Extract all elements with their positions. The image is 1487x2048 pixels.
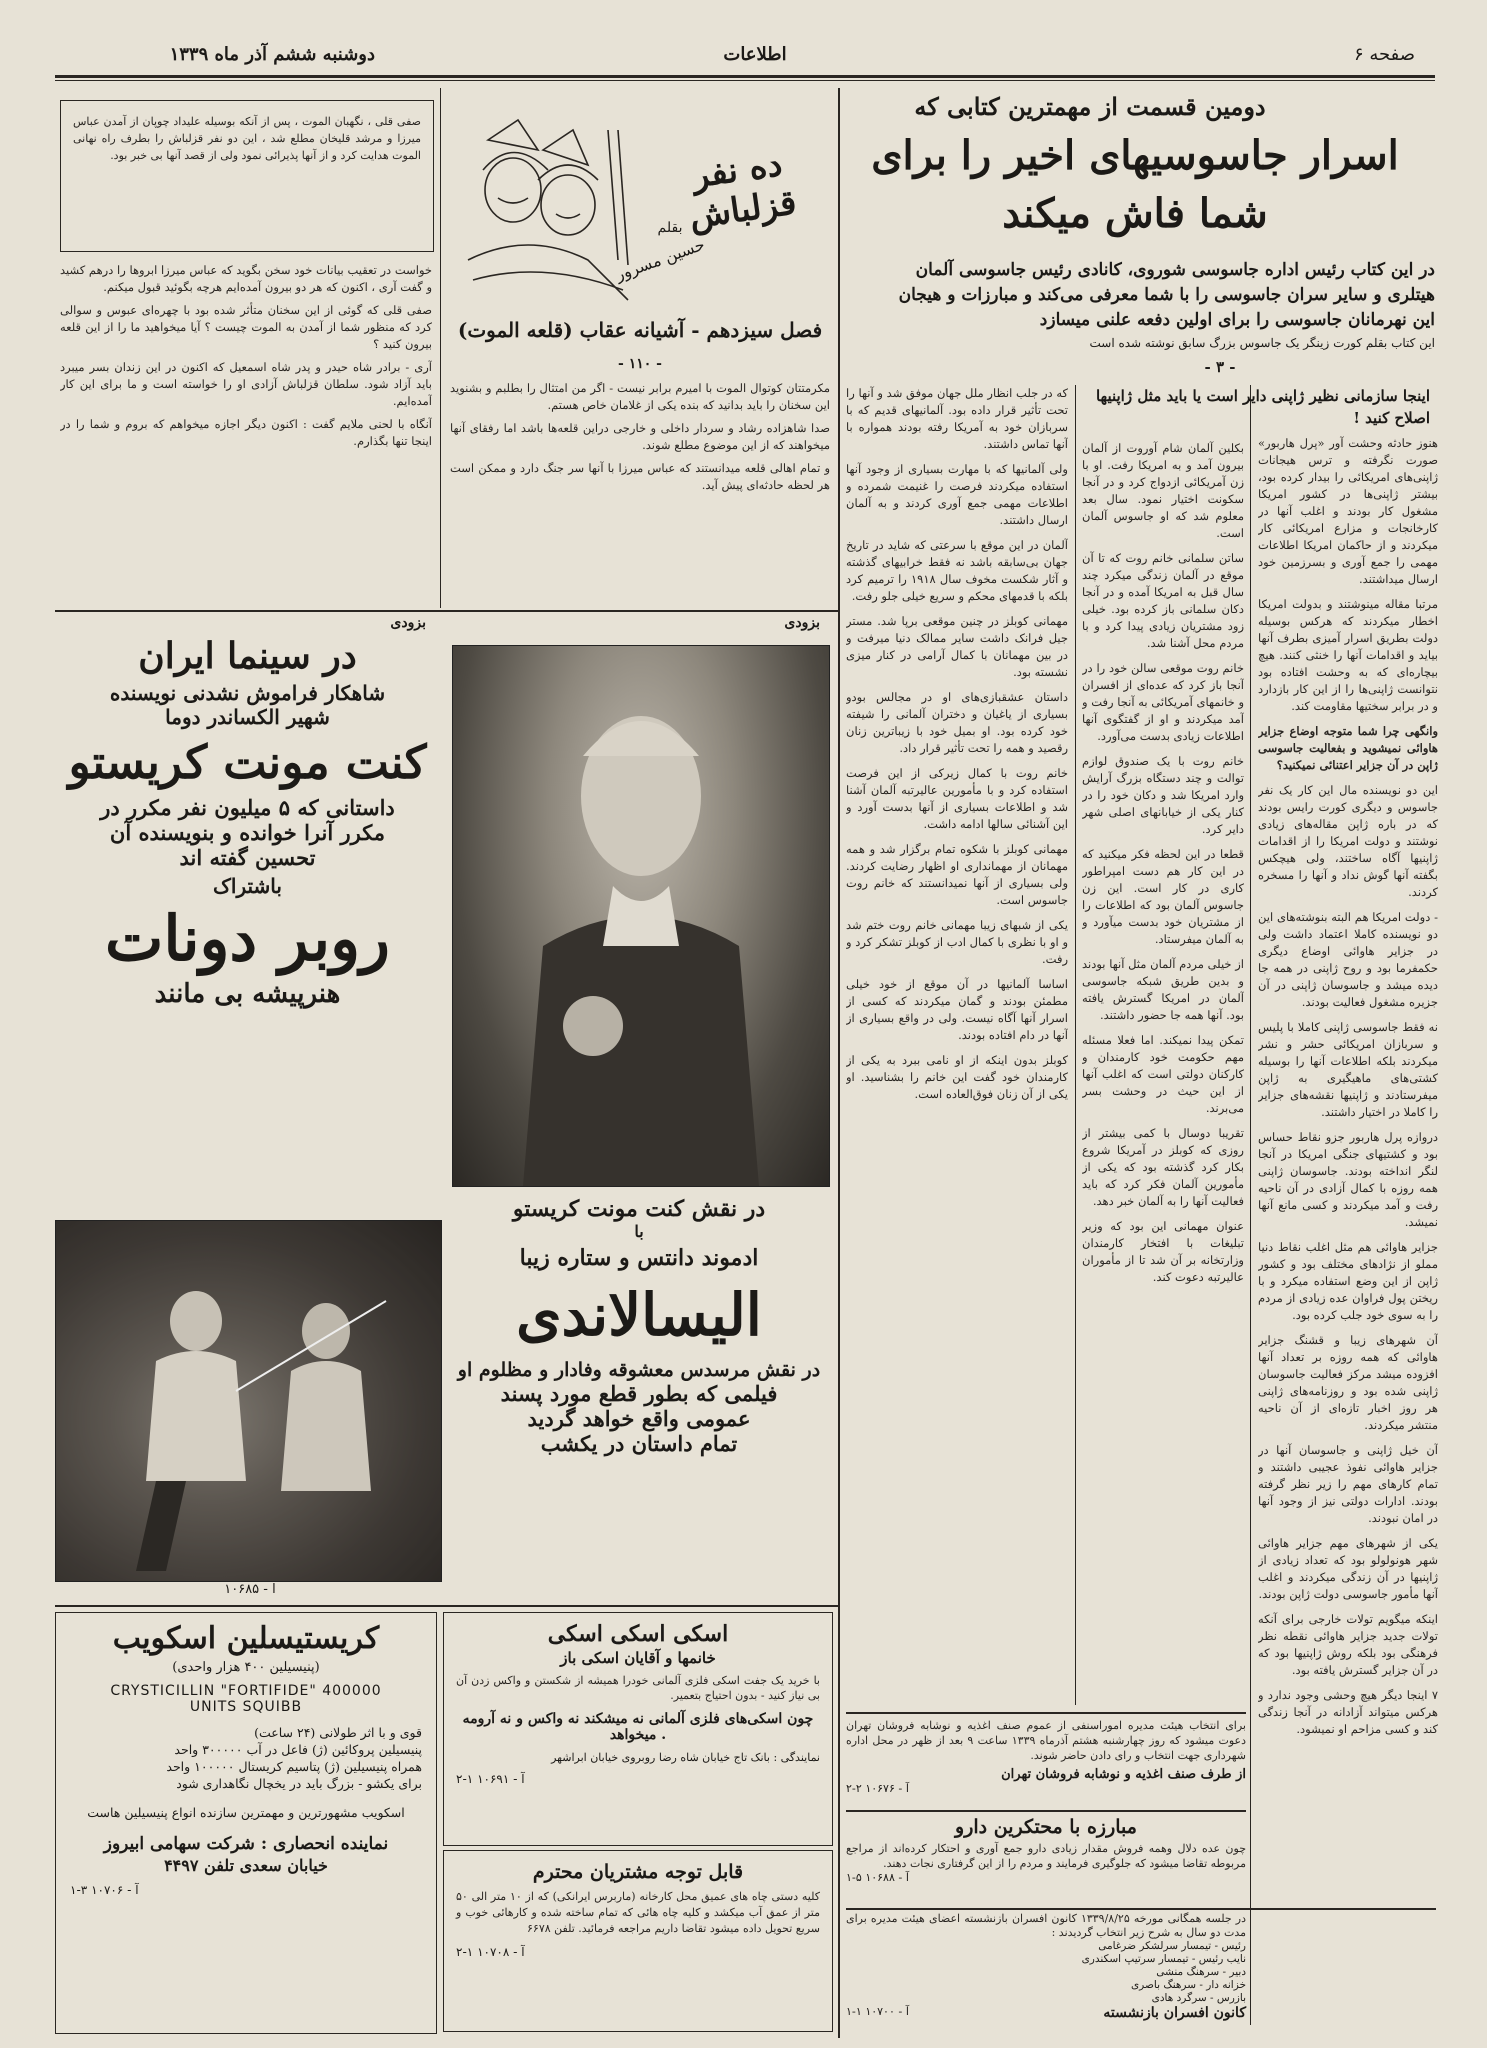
spy-paragraph: خانم روت با یک صندوق لوازم توالت و چند دستگاه بزرگ آرایش وارد امریکا شد و دکان خود را در کنار یکی از خیابانهای اصلی شهر دایر کرد. [1082,754,1244,836]
duel-illustration-icon [56,1221,441,1581]
election-member: نایب رئیس - تیمسار سرتیپ اسکندری [1081,1953,1246,1965]
serial-author-label: بقلم [657,220,683,236]
spy-paragraph: ولی آلمانیها که با مهارت بسیاری از وجود آنها استفاده میکردند فرصت را غنیمت شمرده و اطلاعات مهمی جمع آوری کردند و به آلمان ارسال داشتند. [846,462,1068,527]
spy-paragraph: آن شهرهای زیبا و قشنگ جزایر هاوائی که همه روزه بر تعداد آنها افزوده میشد مرکز فعالیت جاسوسان ژاپنی شده بود و روزنامه‌های ژاپنی هر روز اخبار تازه‌ای از آن ناحیه منتشر میکردند. [1258,1333,1438,1432]
notice-rule [846,1712,1246,1714]
spy-paragraph: مهمانی کوبلز با شکوه تمام برگزار شد و همه مهمانان از مهمانداری او اظهار رضایت کردند. ولی بسیاری از آنها نمیدانستند که خانم روت جاسوس است. [846,842,1068,907]
ad2-line: تمام داستان در یکشب [540,1431,738,1456]
ad-cinema: در سینما ایران [138,635,357,677]
spy-paragraph: کوبلز بدون اینکه از او نامی ببرد به یکی از کارمندان خود گفت این خانم را بشناسید. او یکی از آن زنان فوق‌العاده است. [846,1053,1068,1101]
column-rule-1 [1250,385,1251,2025]
ad2-line: ادموند دانتس و ستاره زیبا [519,1245,759,1271]
spy-paragraph: - دولت امریکا هم البته بنوشته‌های این دو نویسنده کاملا اعتماد داشت ولی در جزایر هاوائی اوضاع دیگری حکمفرما بود و روح ژاپنی در همه جا دیده میشد و جاسوسان ژاپنی در آن جزیره مشغول فعالیت بودند. [1258,910,1438,1009]
serial-part: - ۱۱۰ - [618,356,662,372]
spy-paragraph: یکی از شبهای زیبا مهمانی خانم روت ختم شد و او با نظری با کمال ادب از کوبلز تشکر کرد و رفت. [846,918,1068,966]
ad-star-name: روبر دونات [105,902,390,975]
spy-paragraph: آن خیل ژاپنی و جاسوسان آنها در جزایر هاوائی نفوذ عجیبی داشتند و تمام کارهای مهم را زیر نظر گرفته بودند. ادارات دولتی نیز از وجود آنها در امان نبودند. [1258,1443,1438,1525]
spy-paragraph: تقریبا دوسال با کمی بیشتر از روزی که کوبلز در آمریکا شروع بکار کرد گذشته بود که یکی از مأمورین آلمان فکر کرد که باید فعالیت آنها را به آلمان خبر دهد. [1082,1126,1244,1208]
spy-subhead: اینجا سازمانی نظیر ژاپنی دایر است یا باید مثل ژاپنیها اصلاح کنید ! [1095,387,1430,427]
paper-name: اطلاعات [723,44,787,65]
spy-headline-1: اسرار جاسوسیهای اخیر را برای [871,132,1399,179]
page-number: صفحه ۶ [1353,44,1415,65]
squibb-subtitle: (پنیسیلین ۴۰۰ هزار واحدی) [172,1660,320,1675]
squibb-row: برای یکشو - بزرگ باید در یخچال نگاهداری شود [176,1776,422,1791]
montecristo-ad-code: ا - ۱۰۶۸۵ [224,1582,276,1597]
serial-title: ده نفر قزلباش [686,144,799,238]
spy-paragraph: وانگهی چرا شما متوجه اوضاع جزایر هاوائی نمیشوید و بفعالیت جاسوسی ژاپن در آن جزایر اعتنائی نمیکنید؟ [1258,724,1438,772]
spy-paragraph: از خیلی مردم آلمان مثل آنها بودند و بدین طریق شبکه جاسوسی آلمان در امریکا گسترش یافته بود. آنها همه جا حضور داشتند. [1082,957,1244,1022]
squibb-ad-box [55,1612,437,2034]
ad-tag-2: بزودی [784,615,820,631]
notice-ad-code: آ - ۱۰۷۰۸ ۱-۲ [456,1945,525,1959]
serial-paragraph: خواست در تعقیب بیانات خود سخن بگوید که عباس میرزا ابروها را درهم کشید و گفت آری ، اکنون که هر دو بیرون آمده‌ایم هرچه بگوئید قبول میکنم. [60,263,432,294]
ski-text: با خرید یک جفت اسکی فلزی آلمانی خودرا همیشه از شکستن و واکس زدن آن بی نیاز کنید - بدون احتیاج بتعمیر. [456,1674,820,1702]
guild-notice-code: آ - ۱۰۶۷۶ ۲-۲ [846,1782,909,1795]
guild-notice-signature: از طرف صنف اغذیه و نوشابه فروشان تهران [1001,1767,1246,1782]
serial-paragraph: صفی قلی که گوئی از این سخنان متأثر شده بود با چهره‌ای عبوس و سوالی کرد که منظور شما از آمدن به الموت چیست ؟ آیا میخواهید ما را از این قلعه بیرون کنید ؟ [60,303,432,351]
drug-notice-code: آ - ۱۰۶۸۸ ۵-۱ [846,1871,909,1884]
squibb-row: پنیسیلین پروکائین (ژ) فاعل در آب ۳۰۰۰۰۰ واحد [174,1742,422,1757]
squibb-row: قوی و با اثر طولانی (۲۴ ساعت) [254,1725,422,1740]
guild-notice [846,1718,1246,1808]
spy-paragraph: خانم روت موقعی سالن خود را در آنجا باز کرد که عده‌ای از افسران و خانمهای آمریکائی به آنجا رفت و آمد میکردند و او از گفتگوی آنها اطلاعات زیادی بدست می‌آورد. [1082,661,1244,743]
portrait-illustration-icon [453,646,829,1186]
spy-paragraph: ۷ اینجا دیگر هیچ وحشی وجود ندارد و هرکس میتواند آزادانه در آنجا زندگی کند و کسی مزاحم او نمیشود. [1258,1688,1438,1736]
serial-chapter: فصل سیزدهم - آشیانه عقاب (قلعه الموت) [457,318,823,342]
ads-divider [55,1605,838,1607]
serial-paragraph: آری - برادر شاه حیدر و پدر شاه اسمعیل که اکنون در این زندان بسر میبرد باید آزاد شود. سلطان قزلباش آزادی او را خواسته است و ما برای این کار آمده‌ایم. [60,360,432,408]
guild-notice-text: برای انتخاب هیئت مدیره اموراسنفی از عموم صنف اغذیه و نوشابه فروشان تهران دعوت میشود که روز چهارشنبه هشتم آذرماه ۱۳۳۹ ساعت ۹ بعد از ظهر در محل اداره شهرداری جهت انتخاب و رای دادن حاضر شوند. [846,1719,1246,1762]
ad2-line: در نقش مرسدس معشوقه وفادار و مظلوم او [457,1359,821,1381]
serial-col-left [60,262,432,602]
election-member: بازرس - سرگرد هادی [1151,1992,1246,2004]
notice-ad-text: کلیه دستی چاه های عمیق محل کارخانه (ماربرس ایرانکی) که از ۱۰ متر الی ۵۰ متر از عمق آب میکشد و کلیه چاه هائی که تمام ساخته شده و کارهائی خوب و سریع تحویل داده میشود تقاضا داریم مراجعه فرمائید. تلفن ۶۶۷۸ [456,1890,820,1935]
spy-column-left [846,385,1068,1705]
spy-paragraph: آلمان در این موقع با سرعتی که شاید در تاریخ جهان بی‌سابقه باشد نه فقط خرابیهای گذشته و آثار شکست مخوف سال ۱۹۱۸ را ترمیم کرد بلکه با قدمهای محکم و سریع خیلی جلو رفت. [846,538,1068,603]
ski-ad-box [443,1612,833,1846]
squibb-note: اسکویب مشهورترین و مهمترین سازنده انواع پنیسیلین هاست [87,1805,405,1820]
spy-paragraph: عنوان مهمانی این بود که وزیر تبلیغات با افتخار کارمندان وزارتخانه بر آن شد تا از مأموران عالیرتبه دعوت کند. [1082,1219,1244,1284]
squibb-english-1: CRYSTICILLIN "FORTIFIDE" 400000 [110,1683,382,1699]
column-rule-4 [440,88,441,608]
ad-with: باشتراک [213,874,282,898]
notice-ad-box [443,1850,833,2032]
squibb-title: کریستیسلین اسکویب [112,1621,380,1656]
spy-column-right [1258,435,1438,2025]
spy-paragraph: قطعا در این لحظه فکر میکنید که در این کار هم دست امپراطور کاری در کار است. این زن جاسوس آلمان بود که اطلاعات را از مشتریان خود بدست میآورد و به آلمان میفرستاد. [1082,847,1244,946]
ad-line: تحسین گفته اند [179,845,316,870]
serial-author: حسین مسرور [612,234,708,285]
ski-address: نمایندگی : بانک تاج خیابان شاه رضا روبروی خیابان ابراشهر [551,1751,820,1764]
notice-rule-2 [846,1810,1246,1812]
ski-title: اسکی اسکی اسکی [547,1621,729,1647]
spy-paragraph: نه فقط جاسوسی ژاپنی کاملا با پلیس و سربازان امریکائی حشر و نشر میکردند بلکه اطلاعات آنها را بوسیله کشتی‌های ماهیگیری به ژاپن میفرستادند و ژاپنیها نقشه‌های جزایر را کاملا در اختیار داشتند. [1258,1020,1438,1119]
duel-scene-photo [55,1220,442,1582]
montecristo-ad-2 [440,1190,838,1590]
ad2-line: با [634,1222,644,1241]
serial-bottom-rule [55,610,838,612]
ad-film-title: کنت مونت کریستو [68,735,427,789]
column-rule-2 [1075,385,1076,1705]
spy-paragraph: تمکن پیدا نمیکند. اما فعلا مسئله مهم حکومت خود کارمندان و کارکنان دولتی است که اغلب آنها از این حیث در وحشت بسر می‌برند. [1082,1033,1244,1115]
spy-column-middle [1082,440,1244,1705]
ski-bold-line: چون اسکی‌های فلزی آلمانی نه میشکند نه واکس و نه آرومه میخواهد . [462,1711,814,1743]
ski-subtitle: خانمها و آقایان اسکی باز [560,1649,716,1667]
ad2-line: عمومی واقع خواهد گردید [527,1406,751,1431]
spy-byline: این کتاب بقلم کورت زینگر یک جاسوس بزرگ سابق نوشته شده است [1089,336,1435,350]
spy-headline-2: شما فاش میکند [1002,190,1268,237]
squibb-agent: نماینده انحصاری : شرکت سهامی ابیروز [103,1834,389,1854]
ad-line: داستانی که ۵ میلیون نفر مکرر در [100,795,395,820]
serial-paragraph: مکرمتتان کوتوال الموت با امیرم برابر نیست - اگر من امتثال را بطلبم و بشنوید این سخنان را باید بدانید که بنده یکی از غلامان خاص هستم. [450,381,830,412]
spy-paragraph: دروازه پرل هاربور جزو نقاط حساس بود و کشتیهای جنگی امریکا در آنجا لنگر انداخته بودند. جاسوسان ژاپنی همه روزه با کمال آزادی در آن ناحیه رفت و آمد میکردند و کسی مانع آنها نمیشد. [1258,1130,1438,1229]
election-member: خزانه دار - سرهنگ باصری [1130,1979,1246,1991]
spy-paragraph: یکی از شهرهای مهم جزایر هاوائی شهر هونولولو بود که تعداد زیادی از ژاپنیها در آن زندگی میکردند و اغلب آنها مأمور جاسوسی دولت ژاپن بودند. [1258,1536,1438,1601]
squibb-english-2: UNITS SQUIBB [189,1699,303,1715]
spy-paragraph: داستان عشقبازی‌های او در مجالس بودو بسیاری از یاغیان و دختران آلمانی را شیفته خود کرده بود. او بمیل خود با زیباترین زنان رقصید و همه را تحت تأثیر قرار داد. [846,690,1068,755]
election-notice-code: آ - ۱۰۷۰۰ ۱-۱ [846,2005,909,2018]
ad-tag: بزودی [390,615,426,631]
notice-ad-title: قابل توجه مشتریان محترم [532,1861,744,1883]
squibb-code: آ - ۱۰۷۰۶ ۳-۱ [70,1883,139,1897]
election-notice-text: در جلسه همگانی مورخه ۱۳۳۹/۸/۲۵ کانون افسران بازنشسته اعضای هیئت مدیره برای مدت دو سال به شرح زیر انتخاب گردیدند : [846,1912,1246,1939]
header-rule-bottom [55,80,1435,81]
ad-line: هنرپیشه بی مانند [154,979,341,1009]
serial-paragraph: و تمام اهالی قلعه میدانستند که عباس میرزا با آنها سر جنگ دارد و ممکن است هر لحظه حادثه‌ای پیش آید. [450,461,830,492]
drug-notice [846,1816,1246,1906]
ad-line: شهیر الکساندر دوما [165,705,330,729]
serial-paragraph: صدا شاهزاده رشاد و سردار داخلی و خارجی دراین قلعه‌ها باشد اما رفقای آنها میخواهند که از این موضوع مطلع شوند. [450,421,830,452]
drug-notice-title: مبارزه با محتکرین دارو [955,1816,1137,1838]
drug-notice-text: چون عده دلال وهمه فروش مقدار زیادی دارو جمع آوری و احتکار کرده‌اند از مراجع مربوطه تقاضا میشود که جلوگیری فرمایند و مردم را از این گرفتاری نجات دهند. [846,1842,1246,1870]
ad-line: شاهکار فراموش نشدنی نویسنده [109,681,386,705]
ad2-line: در نقش کنت مونت کریستو [512,1196,766,1222]
notice-rule-3 [846,1908,1436,1910]
spy-section-number: - ۳ - [1204,358,1236,376]
ad2-title: الیسالاندی [516,1281,762,1349]
spy-lead: در این کتاب رئیس اداره جاسوسی شوروی، کانادی رئیس جاسوسی آلمان هیتلری و سایر سران جاسوسی را با شما معرفی می‌کند و مبارزات و هیجان این نهرمانان جاسوسی را برای اولین دفعه علنی میسازد [898,260,1435,330]
serial-summary: صفی قلی ، نگهبان الموت ، پس از آنکه بوسیله علیداد چوپان از آمدن عباس میرزا و مرشد قلیخان مطلع شد ، این دو نفر قزلباش را بطرف راه نهانی الموت هدایت کرد و از آنها پذیرائی نمود ولی از قصد آنها بی خبر بود. [73,115,421,162]
column-rule-3 [838,88,840,2038]
spy-kicker: دومین قسمت از مهمترین کتابی که [914,92,1266,121]
election-notice [846,1912,1246,2038]
spy-paragraph: خانم روت با کمال زیرکی از این فرصت استفاده کرد و با مأمورین عالیرتبه آلمان آشنا شد و اطلاعات بسیاری از آنها بدست آورد و این آشنائی سالها ادامه داشت. [846,766,1068,831]
serial-summary-box [60,100,434,252]
spy-paragraph: بکلین آلمان شام آوروت از آلمان بیرون آمد و به امریکا رفت. او با زن آمریکائی ازدواج کرد و در آنجا سکونت اختیار نمود. سال بعد معلوم شد که او جاسوس آلمان است. [1082,441,1244,540]
spy-paragraph: که در جلب انظار ملل جهان موفق شد و آنها را تحت تأثیر قرار داده بود. آلمانیهای قدیم که با سربازان خود به آمریکا رفته بودند همواره با آنها تماس داشتند. [846,386,1068,451]
spy-paragraph: ساتن سلمانی خانم روت که تا آن موقع در آلمان زندگی میکرد چند سال قبل به امریکا آمده و در آنجا دکان سلمانی باز کرده بود. خیلی زود مشتریان زیادی پیدا کرد و با مردم محل آشنا شد. [1082,551,1244,650]
header-rule-top [55,75,1435,78]
serial-col-right [450,380,830,602]
spy-paragraph: جزایر هاوائی هم مثل اغلب نقاط دنیا مملو از نژادهای مختلف بود و کشور ژاپن از این وضع استفاده میکرد و با ریختن پول فراوان عده زیادی از مردم را به سوی خود جلب کرده بود. [1258,1240,1438,1322]
montecristo-ad-text [55,615,440,1195]
ad-line: مکرر آنرا خوانده و بنویسنده آن [109,820,386,845]
squibb-row: همراه پنیسیلین (ژ) پتاسیم کریستال ۱۰۰۰۰۰ واحد [166,1759,422,1774]
election-notice-signature: کانون افسران بازنشسته [1103,2005,1246,2021]
issue-date: دوشنبه ششم آذر ماه ۱۳۳۹ [169,44,375,65]
spy-paragraph: مرتبا مقاله مینوشتند و بدولت امریکا اخطار میکردند که هرکس بوسیله دولت بطریق اسرار آمیزی بطرف آنها بیاید و اقدامات آنها را خنثی کنند. هیچ بیچاره‌ای که به وحشت افتاده بود نتوانست ژاپنی‌ها را از این کار بازدارد و در برابر سختیها مقاومت کند. [1258,597,1438,713]
spy-paragraph: این دو نویسنده مال این کار یک نفر جاسوس و دیگری کورت رایس بودند که در باره ژاپن مقاله‌های زیادی نوشتند و دولت امریکا را از اقدامات ژاپنیها آگاه ساختند، ولی هیچکس بگفته آنها گوش نداد و آنها را مسخره کردند. [1258,783,1438,899]
spy-paragraph: هنوز حادثه وحشت آور «پرل هاربور» صورت نگرفته و ترس هیجانات ژاپنی‌های امریکائی را بیدار کرده بود، بیشتر ژاپنی‌ها در کشور امریکا مشغول کار بودند و اغلب آنها در کارخانجات و مزارع امریکائی کار میکردند و از حاکمان امریکا اطلاعات مهمی را جمع آوری و بسرزمین خود ارسال میداشتند. [1258,436,1438,586]
election-member: دبیر - سرهنگ منشی [1156,1966,1246,1978]
actor-portrait-photo [452,645,830,1187]
spy-paragraph: مهمانی کوبلز در چنین موقعی برپا شد. مستر جیل فرانک داشت سایر ممالک دنیا میرفت و در بین مهمانان با کمال آرامی در کنار میزی نشسته بود. [846,614,1068,679]
election-member: رئیس - تیمسار سرلشکر ضرغامی [1098,1940,1246,1952]
squibb-address: خیابان سعدی تلفن ۴۴۹۷ [164,1856,328,1875]
ad2-line: فیلمی که بطور قطع مورد پسند [500,1381,778,1406]
ski-code: آ - ۱۰۶۹۱ ۱-۲ [456,1772,525,1786]
spy-paragraph: اینکه میگویم تولات خارجی برای آنکه تولات جدید جزایر هاوائی نقطه نظر فرهنگی بود بلکه روش ژاپنیها بود که در آن جزایر گسترش یافته بود. [1258,1612,1438,1677]
masthead [55,40,1435,72]
spy-paragraph: اساسا آلمانیها در آن موقع از خود خیلی مطمئن بودند و گمان میکردند که کسی از اسرار آنها آگاه نیست. ولی در واقع بسیاری از آنها در دام افتاده بودند. [846,977,1068,1042]
serial-paragraph: آنگاه با لحنی ملایم گفت : اکنون دیگر اجازه میخواهم که بروم و شما را در اینجا تنها بگذارم. [60,417,432,448]
